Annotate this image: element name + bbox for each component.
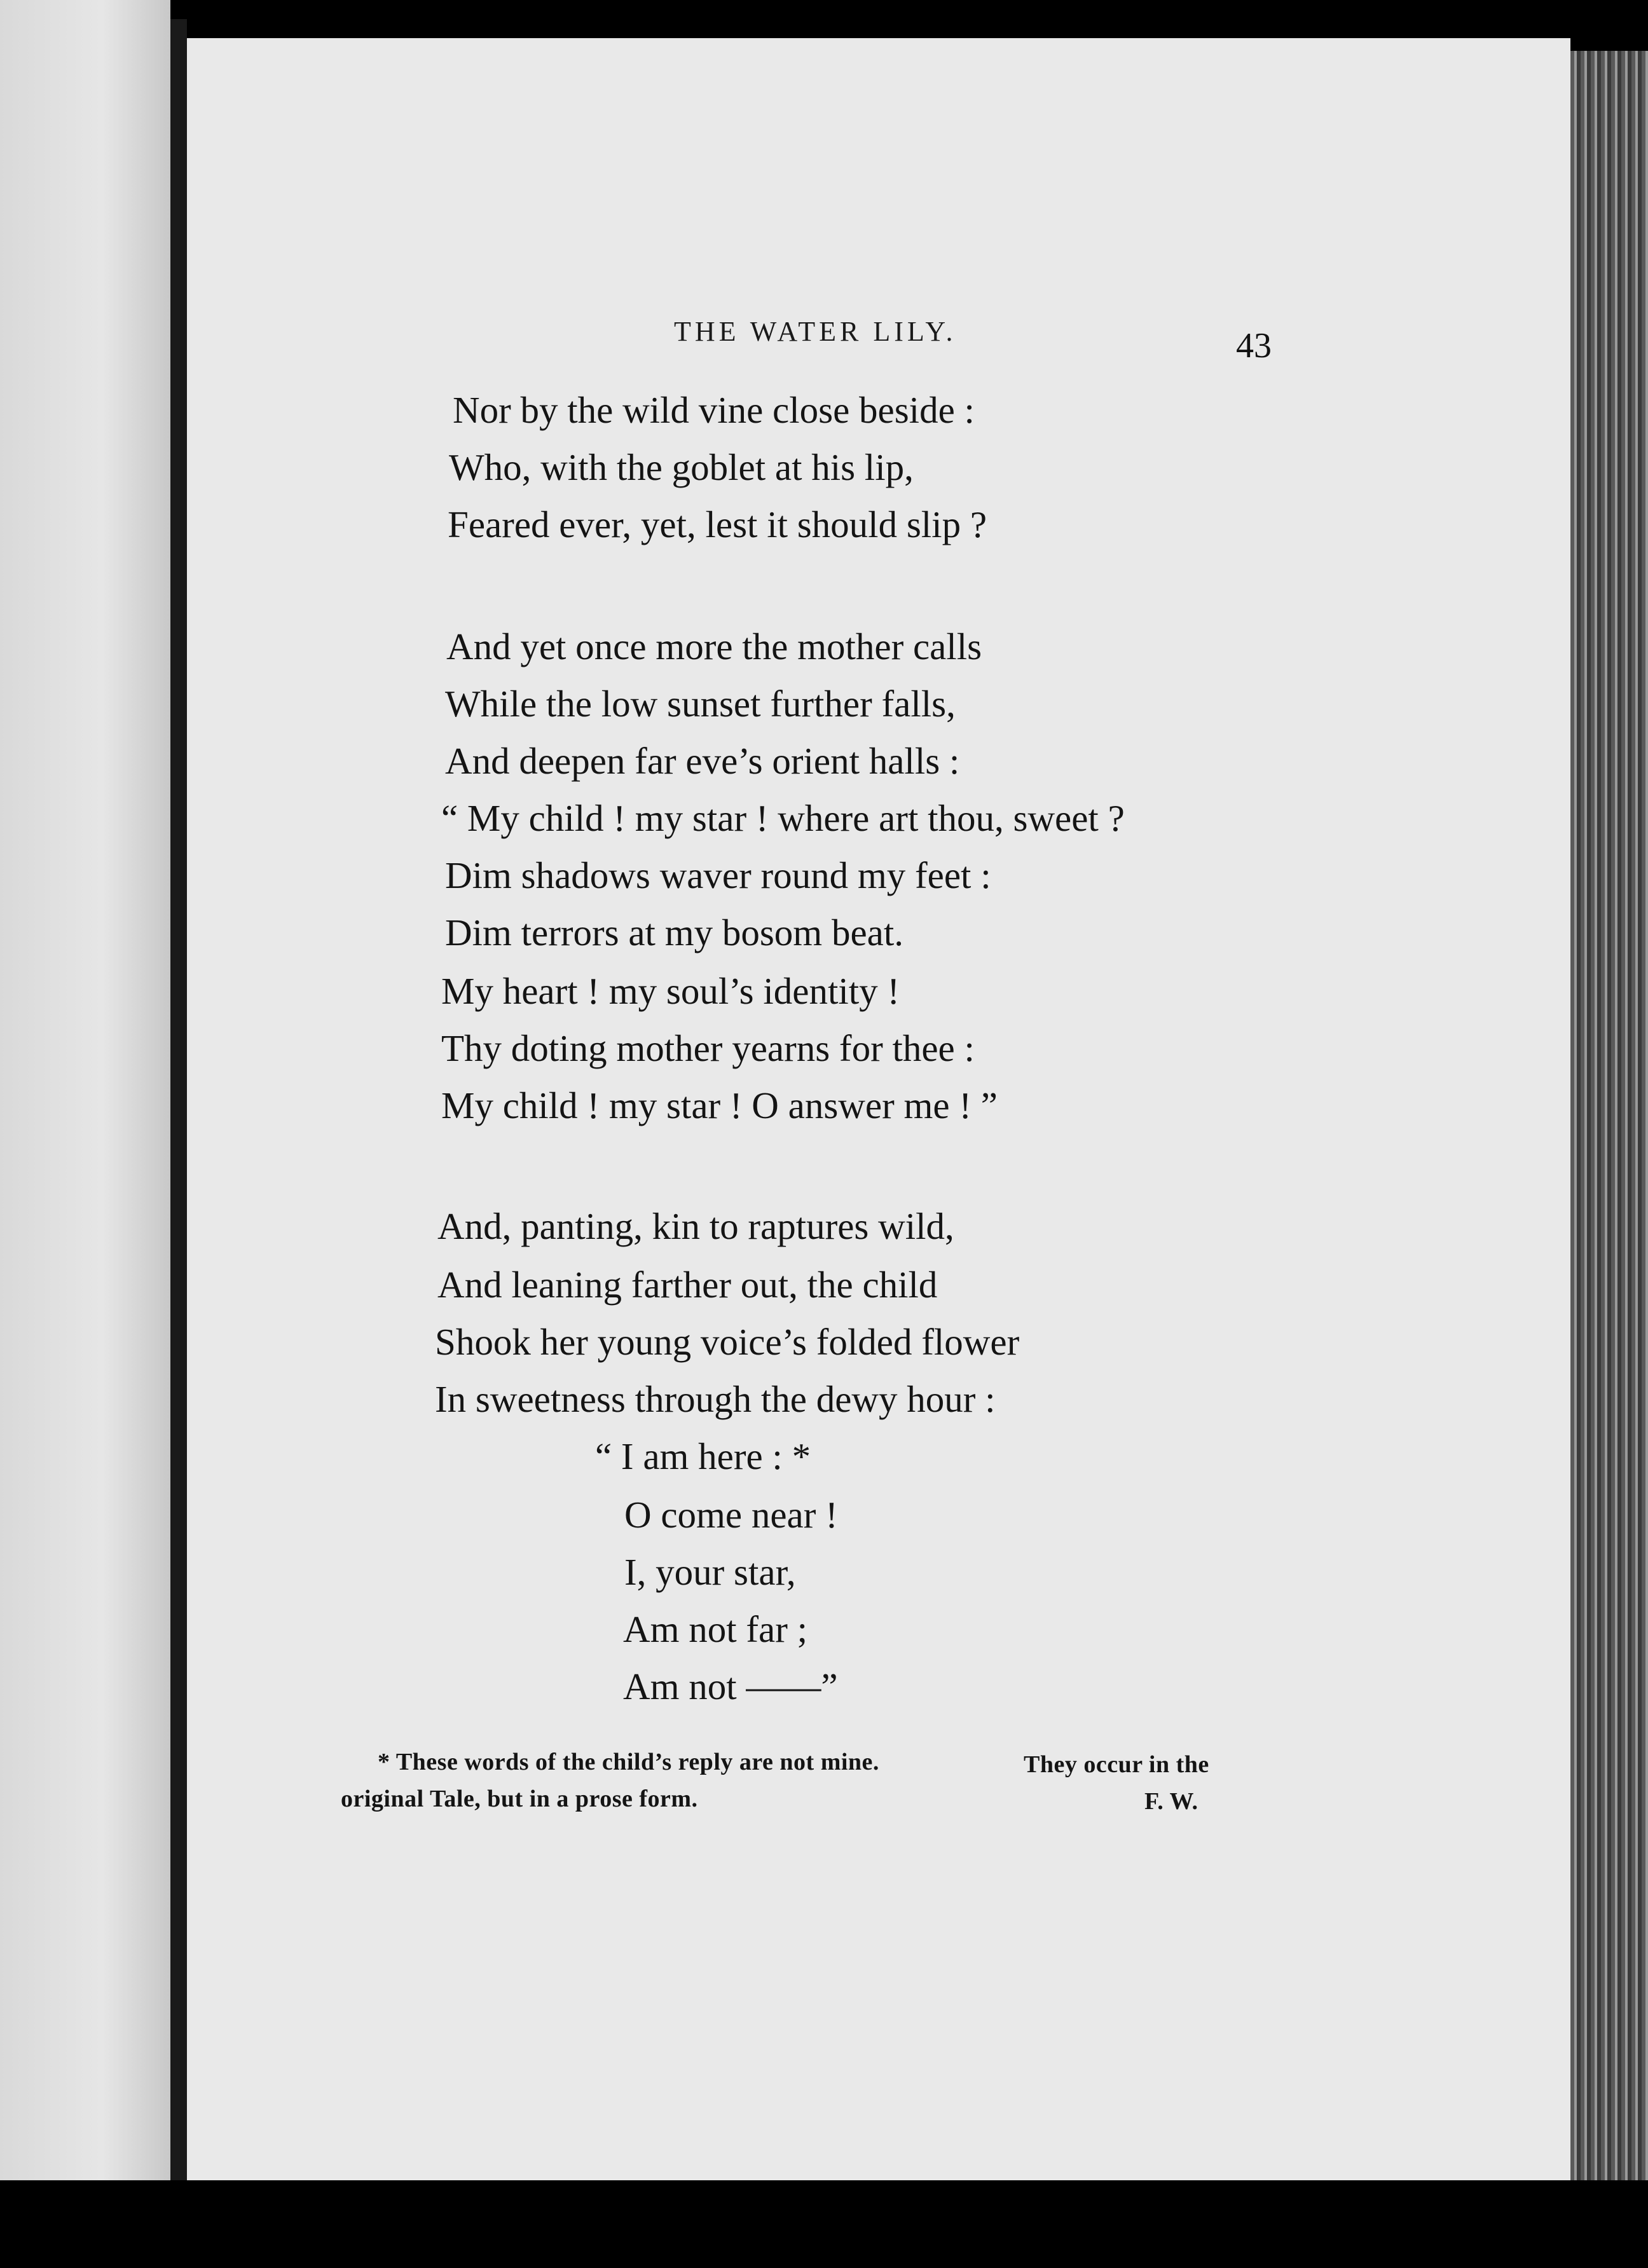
poem-line: Feared ever, yet, lest it should slip ?	[448, 503, 987, 545]
scan-background	[0, 2180, 1648, 2268]
poem-line: And deepen far eve’s orient halls :	[445, 740, 960, 782]
poem-line: My child ! my star ! O answer me ! ”	[441, 1084, 998, 1126]
poem-line-indented: “ I am here : *	[595, 1435, 811, 1477]
footnote-line-2-left: original Tale, but in a prose form.	[341, 1786, 698, 1812]
poem-line: My heart ! my soul’s identity !	[441, 970, 900, 1012]
poem-line-indented: Am not far ;	[623, 1608, 808, 1650]
facing-page-edge	[0, 0, 170, 2268]
poem-line-indented: Am not ——”	[623, 1665, 838, 1707]
footnote-line-1-right: They occur in the	[1024, 1751, 1209, 1778]
poem-line: And leaning farther out, the child	[437, 1264, 938, 1306]
footnote-line-1-left: * These words of the child’s reply are not mine.	[378, 1749, 879, 1775]
page-number: 43	[1236, 326, 1272, 365]
poem-line: Shook her young voice’s folded flower	[435, 1321, 1020, 1363]
poem-line: Dim shadows waver round my feet :	[445, 854, 991, 896]
poem-line: Who, with the goblet at his lip,	[449, 446, 914, 488]
poem-line: While the low sunset further falls,	[445, 683, 956, 725]
poem-line: In sweetness through the dewy hour :	[435, 1378, 996, 1420]
page-edges	[1570, 51, 1648, 2199]
poem-line: Nor by the wild vine close beside :	[453, 389, 975, 431]
poem-line-indented: I, your star,	[624, 1551, 796, 1593]
poem-line: Dim terrors at my bosom beat.	[445, 912, 903, 953]
footnote-signature: F. W.	[1144, 1788, 1198, 1815]
book-gutter	[170, 19, 187, 2180]
poem-line-indented: O come near !	[624, 1494, 838, 1536]
running-head: THE WATER LILY.	[674, 316, 957, 347]
poem-line: And, panting, kin to raptures wild,	[437, 1205, 954, 1247]
poem-line: “ My child ! my star ! where art thou, sweet ?	[441, 797, 1125, 839]
poem-line: Thy doting mother yearns for thee :	[441, 1027, 975, 1069]
poem-line: And yet once more the mother calls	[446, 625, 982, 667]
